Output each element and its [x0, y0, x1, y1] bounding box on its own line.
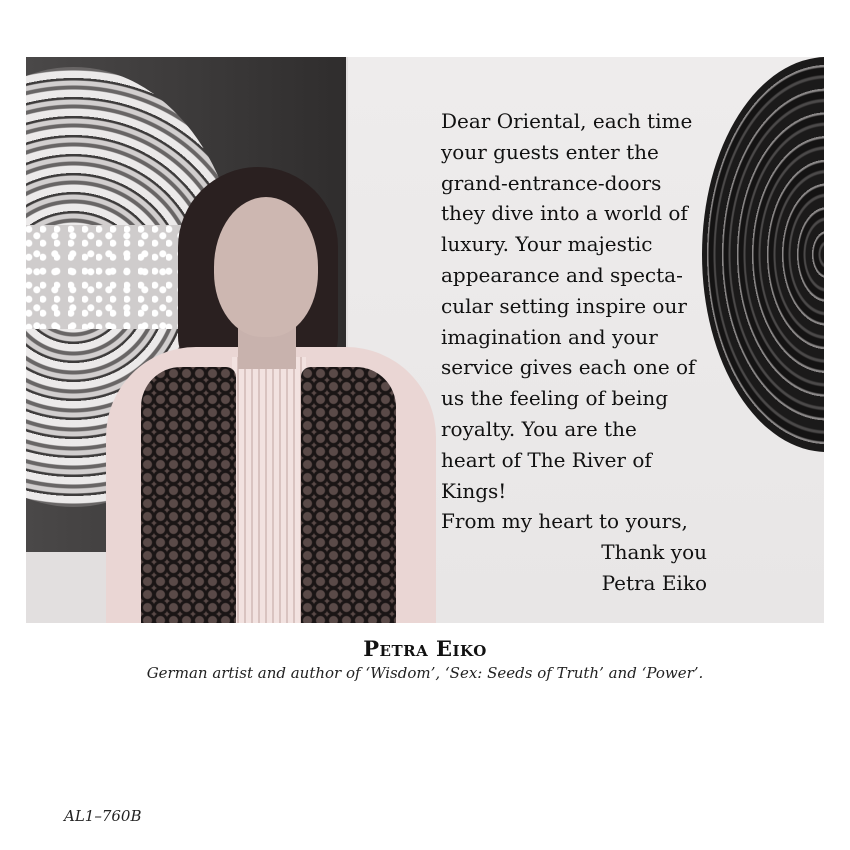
person-shirt-pleats [232, 357, 306, 623]
letter-line: grand-entrance-doors [441, 170, 662, 195]
letter-closing: Thank you [601, 540, 707, 565]
letter-line: your guests enter the [441, 139, 659, 164]
letter-line: Kings! [441, 478, 507, 503]
artwork-left-bar [26, 225, 196, 329]
letter-line: they dive into a world of [441, 201, 688, 226]
letter-line: service gives each one of [441, 355, 696, 380]
caption-description: German artist and author of ‘Wisdom’, ‘Sex: Seeds of Truth’ and ‘Power’. [146, 664, 704, 682]
letter-line: heart of The River of [441, 447, 652, 472]
letter-line: royalty. You are the [441, 416, 637, 441]
letter-line: Dear Oriental, each time [441, 109, 693, 133]
person-face [214, 197, 318, 337]
letter-line: imagination and your [441, 324, 658, 349]
caption-name: Petra Eiko [363, 636, 487, 661]
letter-line: luxury. Your majestic [441, 232, 653, 257]
person-vest-left [141, 367, 236, 623]
letter-line: cular setting inspire our [441, 293, 687, 318]
letter-line: From my heart to yours, [441, 509, 688, 534]
letter-line: us the feeling of being [441, 386, 669, 411]
letter-line: appearance and specta- [441, 262, 683, 287]
person-vest-right [301, 367, 396, 623]
letter-signature: Petra Eiko [601, 570, 707, 595]
page-code: AL1–760B [64, 807, 142, 825]
letter-text [441, 106, 741, 599]
